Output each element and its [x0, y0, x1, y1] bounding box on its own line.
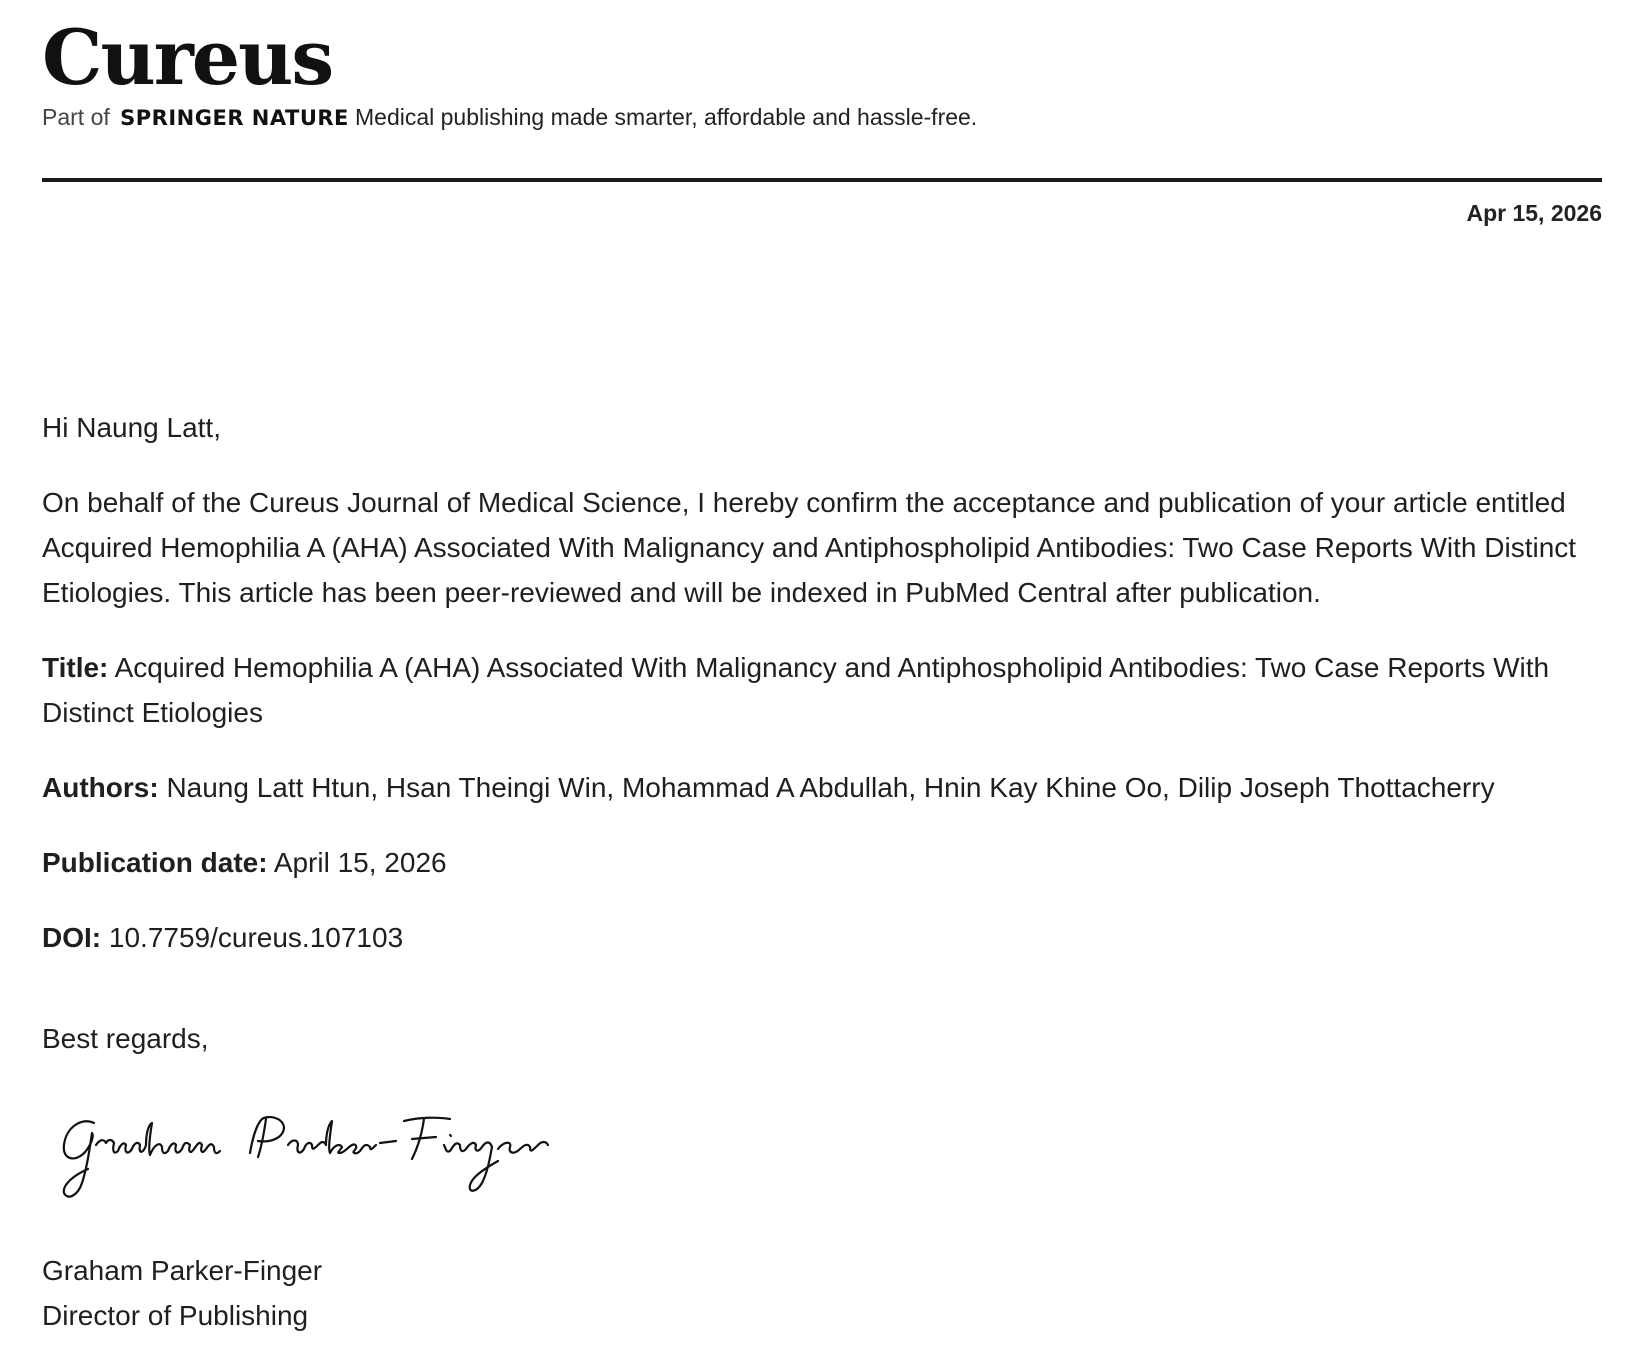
cureus-logo: Cureus — [42, 13, 333, 102]
title-label: Title: — [42, 652, 109, 683]
title-value: Acquired Hemophilia A (AHA) Associated With Malignancy and Antiphospholipid Antibodies: Two Case Reports With Distinct Etiologies — [42, 652, 1550, 728]
authors-field — [42, 765, 1602, 810]
authors-value: Naung Latt Htun, Hsan Theingi Win, Mohammad A Abdullah, Hnin Kay Khine Oo, Dilip Joseph Thottacherry — [166, 772, 1495, 803]
article-title-field — [42, 645, 1602, 735]
signer-name: Graham Parker-Finger — [42, 1255, 323, 1286]
doi-field — [42, 915, 1602, 960]
springer-nature-logo: SPRINGER NATURE — [120, 106, 349, 130]
closing: Best regards, — [42, 1023, 209, 1054]
pubdate-value: April 15, 2026 — [273, 847, 447, 878]
confirmation-paragraph: On behalf of the Cureus Journal of Medical Science, I hereby confirm the acceptance and publication of your article entitled Acquired Hemophilia A (AHA) Associated With Malignancy and Antiphospholipid Antibodies: Two Case Reports With Distinct Etiologies. This article has been peer-reviewed and will be indexed in PubMed Central after publication. — [42, 487, 1577, 608]
authors-label: Authors: — [42, 772, 159, 803]
doi-label: DOI: — [42, 922, 102, 953]
handwritten-signature — [52, 1105, 612, 1205]
publication-date-field — [42, 840, 1602, 885]
publisher-affiliation — [42, 104, 349, 131]
tagline: Medical publishing made smarter, affordable and hassle-free. — [355, 104, 978, 130]
signer-title: Director of Publishing — [42, 1300, 309, 1331]
doi-value: 10.7759/cureus.107103 — [108, 922, 404, 953]
letter-body — [42, 405, 1602, 990]
header-divider — [42, 178, 1602, 182]
letter-date: Apr 15, 2026 — [1466, 200, 1602, 226]
pubdate-label: Publication date: — [42, 847, 268, 878]
part-of-prefix: Part of — [42, 104, 110, 130]
greeting: Hi Naung Latt, — [42, 412, 221, 443]
